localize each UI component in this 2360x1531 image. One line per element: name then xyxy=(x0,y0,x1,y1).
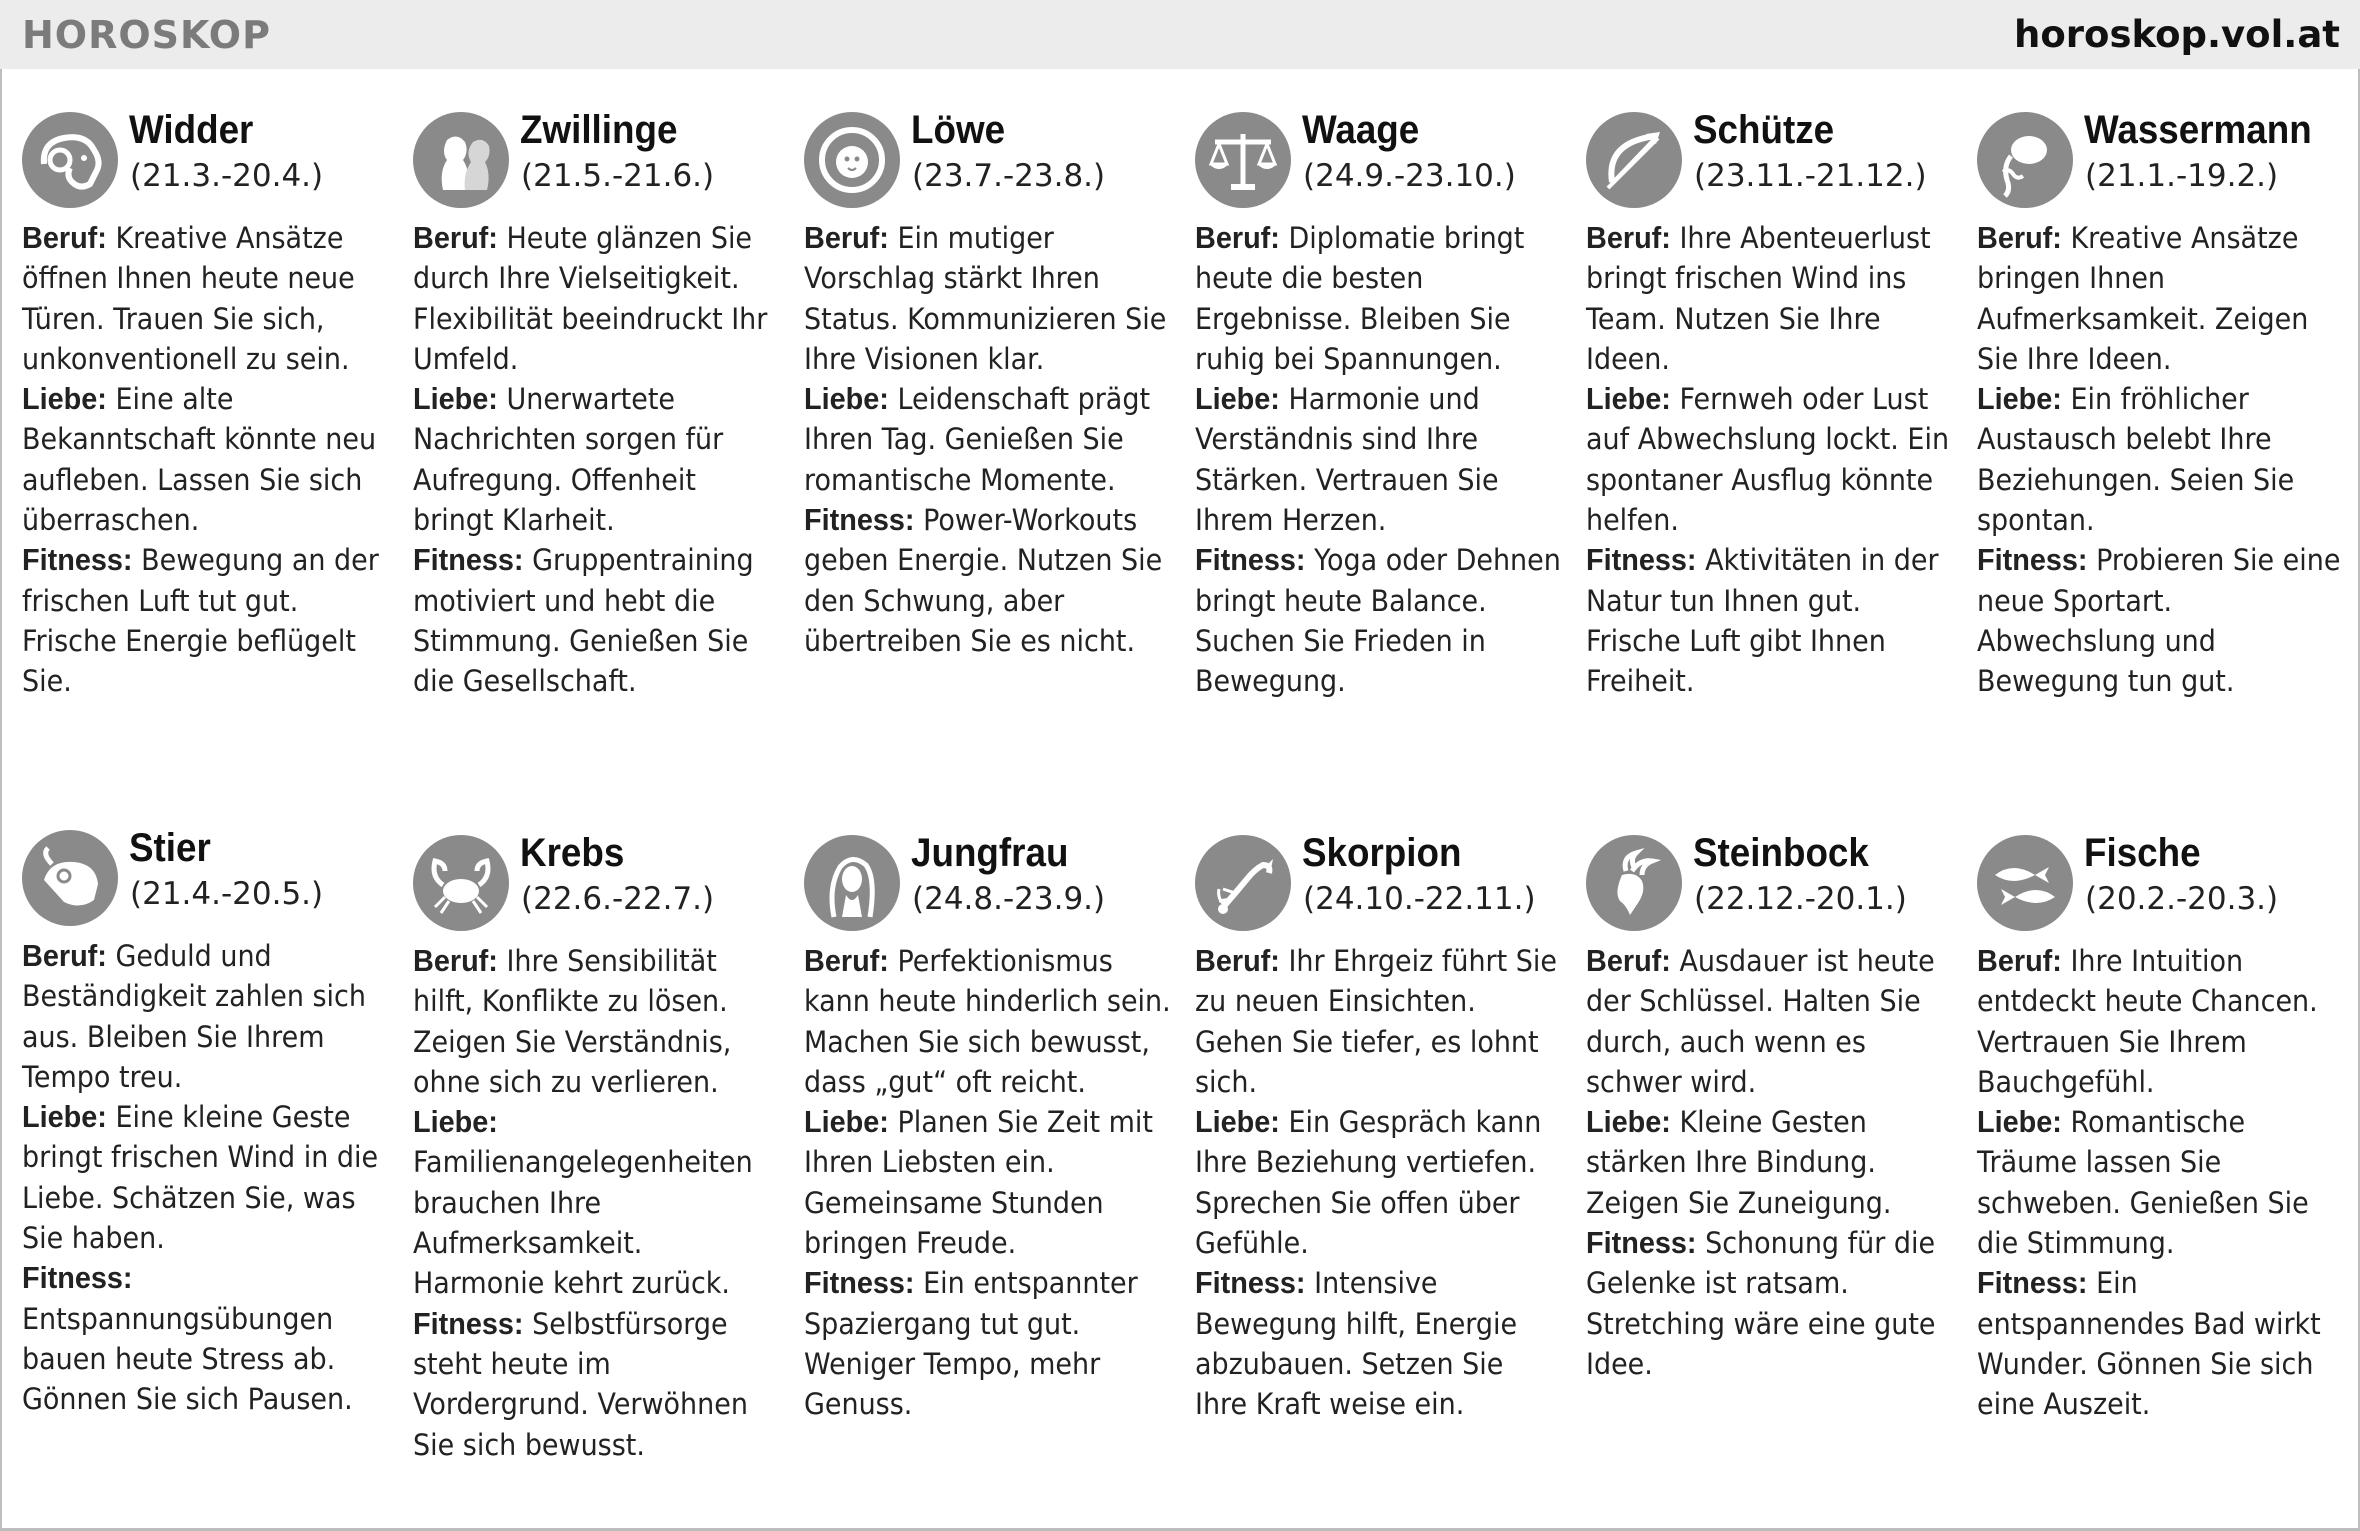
liebe-label: Liebe: xyxy=(804,1104,889,1140)
liebe-label: Liebe: xyxy=(22,1099,107,1135)
fitness-paragraph xyxy=(1586,540,1954,701)
fitness-label: Fitness: xyxy=(1586,1225,1697,1261)
sign-name: Steinbock xyxy=(1693,831,1869,875)
liebe-text: Harmonie und Verständnis sind Ihre Stärken. Vertrauen Sie Ihrem Herzen. xyxy=(1195,382,1499,538)
liebe-paragraph xyxy=(1586,379,1954,540)
beruf-label: Beruf: xyxy=(804,220,889,255)
sign-loewe xyxy=(804,108,1174,661)
fitness-label: Fitness: xyxy=(1977,1265,2088,1301)
beruf-paragraph xyxy=(804,941,1172,1102)
gemini-twins-icon xyxy=(413,112,509,208)
beruf-text: Ihr Ehrgeiz führt Sie zu neuen Einsichten. Gehen Sie tiefer, es lohnt sich. xyxy=(1195,944,1557,1099)
sign-name: Löwe xyxy=(911,108,1006,152)
fitness-text: Ein entspannendes Bad wirkt Wunder. Gönnen Sie sich eine Auszeit. xyxy=(1977,1266,2321,1422)
sign-header xyxy=(413,108,783,208)
fitness-label: Fitness: xyxy=(1586,542,1697,578)
sign-dates: (21.1.-19.2.) xyxy=(2085,158,2279,194)
section-title: HOROSKOP xyxy=(22,12,271,57)
beruf-text: Heute glänzen Sie durch Ihre Vielseitigkeit. Flexibilität beeindruckt Ihr Umfeld. xyxy=(413,221,768,376)
fitness-text: Ein entspannter Spaziergang tut gut. Weniger Tempo, mehr Genuss. xyxy=(804,1266,1138,1422)
fitness-label: Fitness: xyxy=(413,1305,524,1341)
beruf-label: Beruf: xyxy=(1977,220,2062,255)
sign-wassermann xyxy=(1977,108,2347,702)
sign-header xyxy=(1586,831,1956,931)
sign-header xyxy=(1195,831,1565,931)
fitness-text: Power-Workouts geben Energie. Nutzen Sie den Schwung, aber übertreiben Sie es nicht. xyxy=(804,503,1163,658)
beruf-label: Beruf: xyxy=(1195,220,1280,255)
liebe-paragraph xyxy=(1977,379,2345,540)
sign-header xyxy=(804,108,1174,208)
fitness-label: Fitness: xyxy=(22,1260,133,1296)
sign-steinbock xyxy=(1586,831,1956,1384)
sign-dates: (21.5.-21.6.) xyxy=(521,158,715,194)
liebe-text: Fernweh oder Lust auf Abwechslung lockt. Ein spontaner Ausflug könnte helfen. xyxy=(1586,382,1950,538)
beruf-text: Ein mutiger Vorschlag stärkt Ihren Status. Kommunizieren Sie Ihre Visionen klar. xyxy=(804,221,1167,376)
beruf-label: Beruf: xyxy=(1586,220,1671,255)
sign-text xyxy=(804,218,1172,661)
sign-header xyxy=(804,831,1174,931)
liebe-label: Liebe: xyxy=(1977,381,2062,417)
sign-stier xyxy=(22,826,392,1420)
fitness-paragraph xyxy=(413,1304,781,1465)
fitness-paragraph xyxy=(22,540,390,701)
fitness-text: Selbstfürsorge steht heute im Vordergrund. Verwöhnen Sie sich bewusst. xyxy=(413,1306,748,1462)
beruf-label: Beruf: xyxy=(804,943,889,978)
beruf-paragraph xyxy=(22,218,390,379)
fitness-paragraph xyxy=(804,500,1172,661)
fitness-label: Fitness: xyxy=(1977,542,2088,578)
libra-scales-icon xyxy=(1195,112,1291,208)
beruf-label: Beruf: xyxy=(413,943,498,978)
sign-dates: (20.2.-20.3.) xyxy=(2085,881,2279,917)
fitness-text: Aktivitäten in der Natur tun Ihnen gut. Frische Luft gibt Ihnen Freiheit. xyxy=(1586,543,1939,699)
liebe-text: Romantische Träume lassen Sie schweben. Genießen Sie die Stimmung. xyxy=(1977,1105,2309,1261)
fitness-text: Bewegung an der frischen Luft tut gut. Frische Energie beflügelt Sie. xyxy=(22,543,379,699)
sign-schuetze xyxy=(1586,108,1956,702)
beruf-paragraph xyxy=(1586,218,1954,379)
capricorn-goat-icon xyxy=(1586,835,1682,931)
beruf-label: Beruf: xyxy=(1977,943,2062,978)
liebe-text: Kleine Gesten stärken Ihre Bindung. Zeigen Sie Zuneigung. xyxy=(1586,1105,1892,1220)
beruf-text: Perfektionismus kann heute hinderlich sein. Machen Sie sich bewusst, dass „gut“ oft reicht. xyxy=(804,944,1171,1099)
sign-header xyxy=(1195,108,1565,208)
sign-name: Schütze xyxy=(1693,108,1835,152)
sign-dates: (21.3.-20.4.) xyxy=(130,158,324,194)
beruf-text: Ihre Abenteuerlust bringt frischen Wind ins Team. Nutzen Sie Ihre Ideen. xyxy=(1586,221,1931,376)
fitness-text: Entspannungsübungen bauen heute Stress ab. Gönnen Sie sich Pausen. xyxy=(22,1301,353,1417)
beruf-paragraph xyxy=(1195,218,1563,379)
beruf-label: Beruf: xyxy=(22,938,107,973)
sign-header xyxy=(22,108,392,208)
beruf-label: Beruf: xyxy=(1586,943,1671,978)
beruf-paragraph xyxy=(1586,941,1954,1102)
fitness-label: Fitness: xyxy=(804,502,915,538)
aquarius-water-bearer-icon xyxy=(1977,112,2073,208)
fitness-text: Probieren Sie eine neue Sportart. Abwechslung und Bewegung tun gut. xyxy=(1977,543,2341,699)
fitness-paragraph xyxy=(1195,540,1563,701)
sign-name: Widder xyxy=(129,108,254,152)
sign-name: Skorpion xyxy=(1302,831,1462,875)
liebe-paragraph xyxy=(413,1102,781,1303)
sign-text xyxy=(22,936,390,1420)
fitness-paragraph xyxy=(1586,1223,1954,1384)
liebe-text: Planen Sie Zeit mit Ihren Liebsten ein. Gemeinsame Stunden bringen Freude. xyxy=(804,1105,1153,1261)
sign-header xyxy=(1586,108,1956,208)
site-url[interactable]: horoskop.vol.at xyxy=(2014,13,2340,56)
beruf-paragraph xyxy=(413,941,781,1102)
fitness-text: Yoga oder Dehnen bringt heute Balance. Suchen Sie Frieden in Bewegung. xyxy=(1195,543,1561,699)
sagittarius-bow-icon xyxy=(1586,112,1682,208)
sign-name: Jungfrau xyxy=(911,831,1069,875)
liebe-label: Liebe: xyxy=(22,381,107,417)
sign-dates: (23.11.-21.12.) xyxy=(1694,158,1927,194)
sign-fische xyxy=(1977,831,2347,1425)
fitness-paragraph xyxy=(1977,540,2345,701)
liebe-paragraph xyxy=(804,379,1172,500)
liebe-paragraph xyxy=(22,1097,390,1258)
sign-dates: (24.9.-23.10.) xyxy=(1303,158,1516,194)
beruf-text: Diplomatie bringt heute die besten Ergebnisse. Bleiben Sie ruhig bei Spannungen. xyxy=(1195,221,1525,376)
sign-name: Krebs xyxy=(520,831,625,875)
liebe-paragraph xyxy=(804,1102,1172,1263)
sign-text xyxy=(413,218,781,702)
fitness-label: Fitness: xyxy=(22,542,133,578)
beruf-paragraph xyxy=(1195,941,1563,1102)
liebe-text: Leidenschaft prägt Ihren Tag. Genießen Sie romantische Momente. xyxy=(804,382,1151,497)
fitness-text: Schonung für die Gelenke ist ratsam. Stretching wäre eine gute Idee. xyxy=(1586,1226,1936,1381)
liebe-label: Liebe: xyxy=(1586,381,1671,417)
liebe-text: Familienangelegenheiten brauchen Ihre Aufmerksamkeit. Harmonie kehrt zurück. xyxy=(413,1145,753,1301)
beruf-text: Ihre Intuition entdeckt heute Chancen. Vertrauen Sie Ihrem Bauchgefühl. xyxy=(1977,944,2318,1099)
sign-dates: (22.12.-20.1.) xyxy=(1694,881,1907,917)
liebe-paragraph xyxy=(1195,379,1563,540)
virgo-maiden-icon xyxy=(804,835,900,931)
sign-text xyxy=(1195,218,1563,702)
liebe-label: Liebe: xyxy=(1195,1104,1280,1140)
sign-jungfrau xyxy=(804,831,1174,1425)
taurus-bull-icon xyxy=(22,830,118,926)
sign-text xyxy=(22,218,390,702)
sign-waage xyxy=(1195,108,1565,702)
fitness-text: Intensive Bewegung hilft, Energie abzubauen. Setzen Sie Ihre Kraft weise ein. xyxy=(1195,1266,1518,1422)
sign-header xyxy=(1977,831,2347,931)
sign-header xyxy=(1977,108,2347,208)
beruf-label: Beruf: xyxy=(1195,943,1280,978)
sign-text xyxy=(1195,941,1563,1425)
sign-text xyxy=(1586,941,1954,1384)
sign-text xyxy=(804,941,1172,1425)
fitness-label: Fitness: xyxy=(1195,542,1306,578)
sign-dates: (24.8.-23.9.) xyxy=(912,881,1106,917)
beruf-text: Kreative Ansätze öffnen Ihnen heute neue Türen. Trauen Sie sich, unkonventionell zu sein. xyxy=(22,221,355,376)
sign-header xyxy=(22,826,392,926)
sign-header xyxy=(413,831,783,931)
liebe-label: Liebe: xyxy=(413,1104,498,1140)
liebe-label: Liebe: xyxy=(413,381,498,417)
fitness-text: Gruppentraining motiviert und hebt die Stimmung. Genießen Sie die Gesellschaft. xyxy=(413,543,754,699)
liebe-paragraph xyxy=(22,379,390,540)
beruf-paragraph xyxy=(413,218,781,379)
sign-dates: (23.7.-23.8.) xyxy=(912,158,1106,194)
sign-zwillinge xyxy=(413,108,783,702)
beruf-label: Beruf: xyxy=(22,220,107,255)
sign-text xyxy=(1977,218,2345,702)
liebe-text: Ein fröhlicher Austausch belebt Ihre Beziehungen. Seien Sie spontan. xyxy=(1977,382,2295,538)
liebe-text: Eine kleine Geste bringt frischen Wind in die Liebe. Schätzen Sie, was Sie haben. xyxy=(22,1100,379,1256)
liebe-label: Liebe: xyxy=(1195,381,1280,417)
sign-name: Fische xyxy=(2084,831,2201,875)
beruf-label: Beruf: xyxy=(413,220,498,255)
sign-name: Wassermann xyxy=(2084,108,2312,152)
fitness-paragraph xyxy=(1977,1263,2345,1424)
fitness-paragraph xyxy=(1195,1263,1563,1424)
beruf-text: Geduld und Beständigkeit zahlen sich aus. Bleiben Sie Ihrem Tempo treu. xyxy=(22,939,366,1094)
beruf-paragraph xyxy=(1977,941,2345,1102)
liebe-text: Eine alte Bekanntschaft könnte neu aufleben. Lassen Sie sich überraschen. xyxy=(22,382,377,538)
sign-text xyxy=(1586,218,1954,702)
liebe-label: Liebe: xyxy=(1586,1104,1671,1140)
scorpio-scorpion-icon xyxy=(1195,835,1291,931)
beruf-paragraph xyxy=(804,218,1172,379)
fitness-paragraph xyxy=(22,1258,390,1419)
beruf-paragraph xyxy=(22,936,390,1097)
sign-name: Waage xyxy=(1302,108,1420,152)
fitness-label: Fitness: xyxy=(804,1265,915,1301)
liebe-paragraph xyxy=(1195,1102,1563,1263)
liebe-text: Unerwartete Nachrichten sorgen für Aufregung. Offenheit bringt Klarheit. xyxy=(413,382,724,538)
fitness-paragraph xyxy=(804,1263,1172,1424)
sign-name: Zwillinge xyxy=(520,108,678,152)
fitness-label: Fitness: xyxy=(1195,1265,1306,1301)
sign-text xyxy=(1977,941,2345,1425)
sign-dates: (24.10.-22.11.) xyxy=(1303,881,1536,917)
beruf-paragraph xyxy=(1977,218,2345,379)
liebe-label: Liebe: xyxy=(804,381,889,417)
pisces-fish-icon xyxy=(1977,835,2073,931)
cancer-crab-icon xyxy=(413,835,509,931)
sign-widder xyxy=(22,108,392,702)
sign-name: Stier xyxy=(129,826,211,870)
liebe-paragraph xyxy=(1586,1102,1954,1223)
sign-skorpion xyxy=(1195,831,1565,1425)
beruf-text: Kreative Ansätze bringen Ihnen Aufmerksamkeit. Zeigen Sie Ihre Ideen. xyxy=(1977,221,2309,376)
beruf-text: Ihre Sensibilität hilft, Konflikte zu lösen. Zeigen Sie Verständnis, ohne sich zu verlieren. xyxy=(413,944,732,1099)
liebe-label: Liebe: xyxy=(1977,1104,2062,1140)
fitness-paragraph xyxy=(413,540,781,701)
sign-text xyxy=(413,941,781,1465)
aries-ram-icon xyxy=(22,112,118,208)
liebe-text: Ein Gespräch kann Ihre Beziehung vertiefen. Sprechen Sie offen über Gefühle. xyxy=(1195,1105,1542,1261)
frame-left-border xyxy=(0,69,2,1531)
page-header xyxy=(0,0,2360,69)
fitness-label: Fitness: xyxy=(413,542,524,578)
leo-lion-icon xyxy=(804,112,900,208)
sign-krebs xyxy=(413,831,783,1465)
sign-dates: (21.4.-20.5.) xyxy=(130,876,324,912)
liebe-paragraph xyxy=(1977,1102,2345,1263)
liebe-paragraph xyxy=(413,379,781,540)
beruf-text: Ausdauer ist heute der Schlüssel. Halten Sie durch, auch wenn es schwer wird. xyxy=(1586,944,1935,1099)
sign-dates: (22.6.-22.7.) xyxy=(521,881,715,917)
